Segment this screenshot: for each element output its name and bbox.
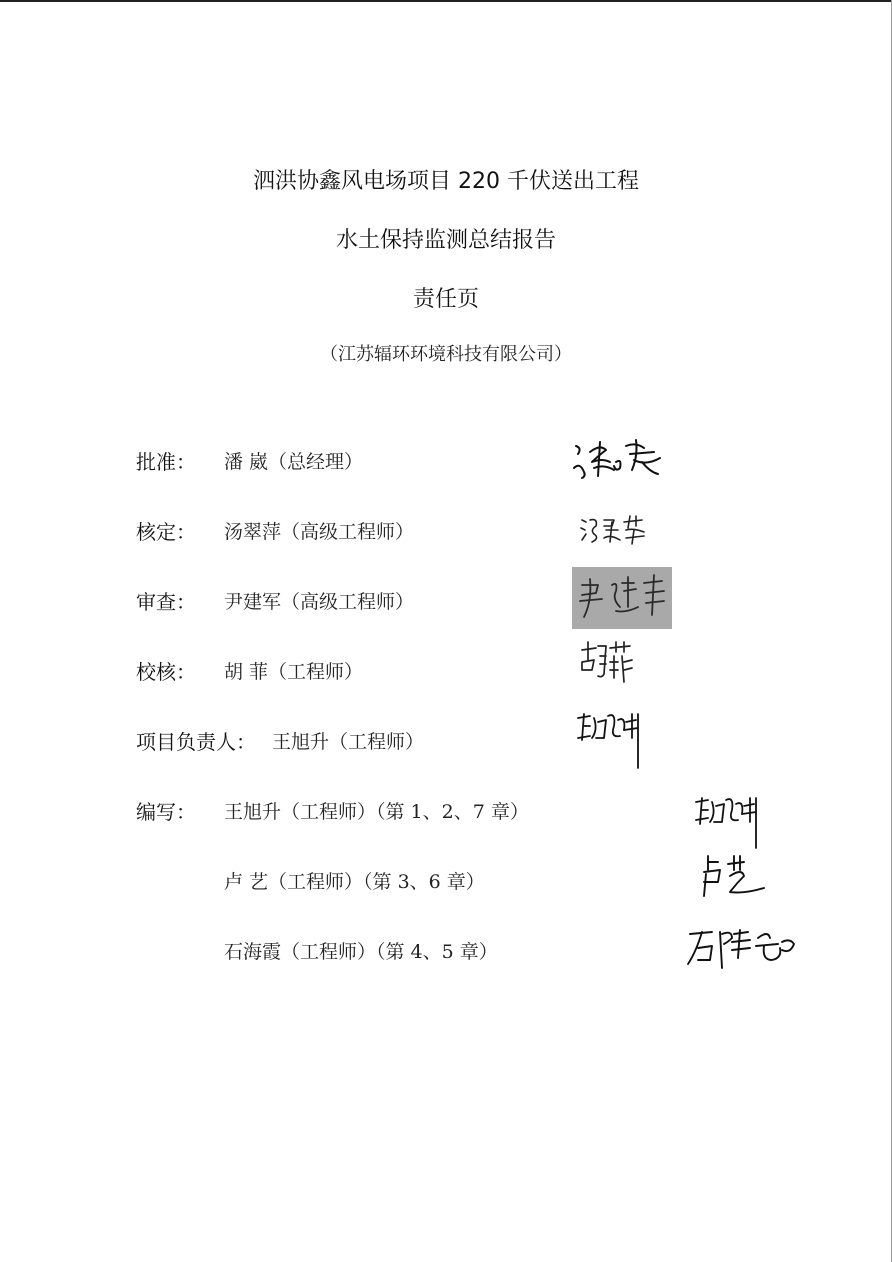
approval-row — [0, 446, 892, 476]
person-approve: 潘 崴（总经理） — [224, 451, 364, 473]
company-name: （江苏辐环环境科技有限公司） — [320, 344, 572, 365]
person-author-2: 卢 艺（工程师）（第 3、6 章） — [224, 871, 485, 893]
project-lead-row — [0, 726, 892, 756]
signature-author-2 — [700, 850, 770, 900]
report-title-line-2: 水土保持监测总结报告 — [335, 228, 556, 253]
person-determine: 汤翠萍（高级工程师） — [224, 521, 415, 543]
top-border — [0, 0, 892, 2]
person-author-1: 王旭升（工程师）（第 1、2、7 章） — [224, 801, 529, 823]
review-row — [0, 586, 892, 616]
signature-author-3 — [686, 924, 798, 972]
role-label-approve: 批准： — [136, 450, 196, 474]
role-label-determine: 核定： — [136, 520, 196, 544]
role-label-review: 审查： — [136, 590, 196, 614]
person-review: 尹建军（高级工程师） — [224, 591, 415, 613]
person-check: 胡 菲（工程师） — [224, 661, 364, 683]
signature-determine — [578, 512, 650, 546]
signature-check — [578, 638, 638, 686]
role-label-check: 校核： — [136, 660, 196, 684]
signature-project-lead — [576, 708, 646, 772]
signature-approve — [570, 432, 666, 482]
person-project-lead: 王旭升（工程师） — [272, 731, 425, 753]
role-label-author: 编写： — [136, 800, 196, 824]
role-label-project-lead: 项目负责人： — [136, 730, 256, 754]
signature-author-1 — [694, 790, 764, 852]
report-title-line-1: 泗洪协鑫风电场项目 220 千伏送出工程 — [253, 169, 639, 194]
person-author-3: 石海霞（工程师）（第 4、5 章） — [224, 941, 498, 963]
determination-row — [0, 516, 892, 546]
check-row — [0, 656, 892, 686]
signature-review — [572, 567, 672, 629]
page-heading: 责任页 — [412, 287, 479, 312]
